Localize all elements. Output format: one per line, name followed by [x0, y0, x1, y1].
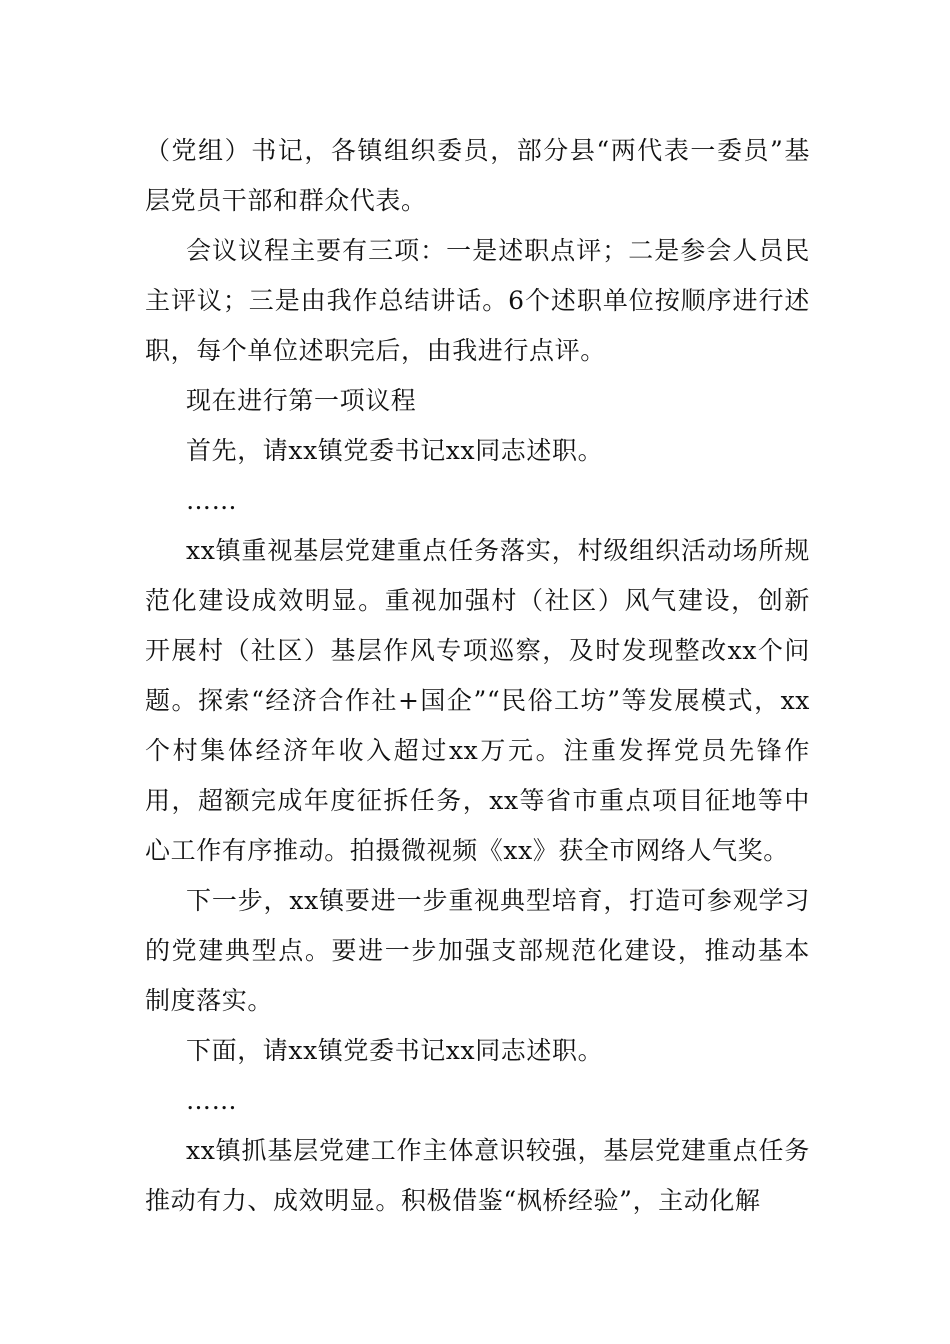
paragraph-agenda: 会议议程主要有三项：一是述职点评；二是参会人员民主评议；三是由我作总结讲话。6个述职单位按顺序进行述职，每个单位述职完后，由我进行点评。 [145, 236, 810, 365]
paragraph-first-review: xx镇重视基层党建重点任务落实，村级组织活动场所规范化建设成效明显。重视加强村（社区）风气建设，创新开展村（社区）基层作风专项巡察，及时发现整改xx个问题。探索“经济合作社+国企”“民俗工坊”等发展模式，xx个村集体经济年收入超过xx万元。注重发挥党员先锋作用，超额完成年度征拆任务，xx等省市重点项目征地等中心工作有序推动。拍摄微视频《xx》获全市网络人气奖。 [145, 536, 810, 865]
paragraph-second-review: xx镇抓基层党建工作主体意识较强，基层党建重点任务推动有力、成效明显。积极借鉴“枫桥经验”，主动化解 [145, 1136, 810, 1215]
paragraph-ellipsis: …… [186, 1086, 238, 1115]
paragraph-second-speaker: 下面，请xx镇党委书记xx同志述职。 [186, 1036, 604, 1065]
document-body [145, 126, 810, 1226]
paragraph-first-speaker: 首先，请xx镇党委书记xx同志述职。 [186, 436, 604, 465]
paragraph-ellipsis: …… [186, 486, 238, 515]
paragraph-next-steps: 下一步，xx镇要进一步重视典型培育，打造可参观学习的党建典型点。要进一步加强支部规范化建设，推动基本制度落实。 [145, 886, 810, 1015]
paragraph-attendees: （党组）书记，各镇组织委员，部分县“两代表一委员”基层党员干部和群众代表。 [145, 136, 810, 215]
paragraph-first-item: 现在进行第一项议程 [186, 386, 417, 415]
